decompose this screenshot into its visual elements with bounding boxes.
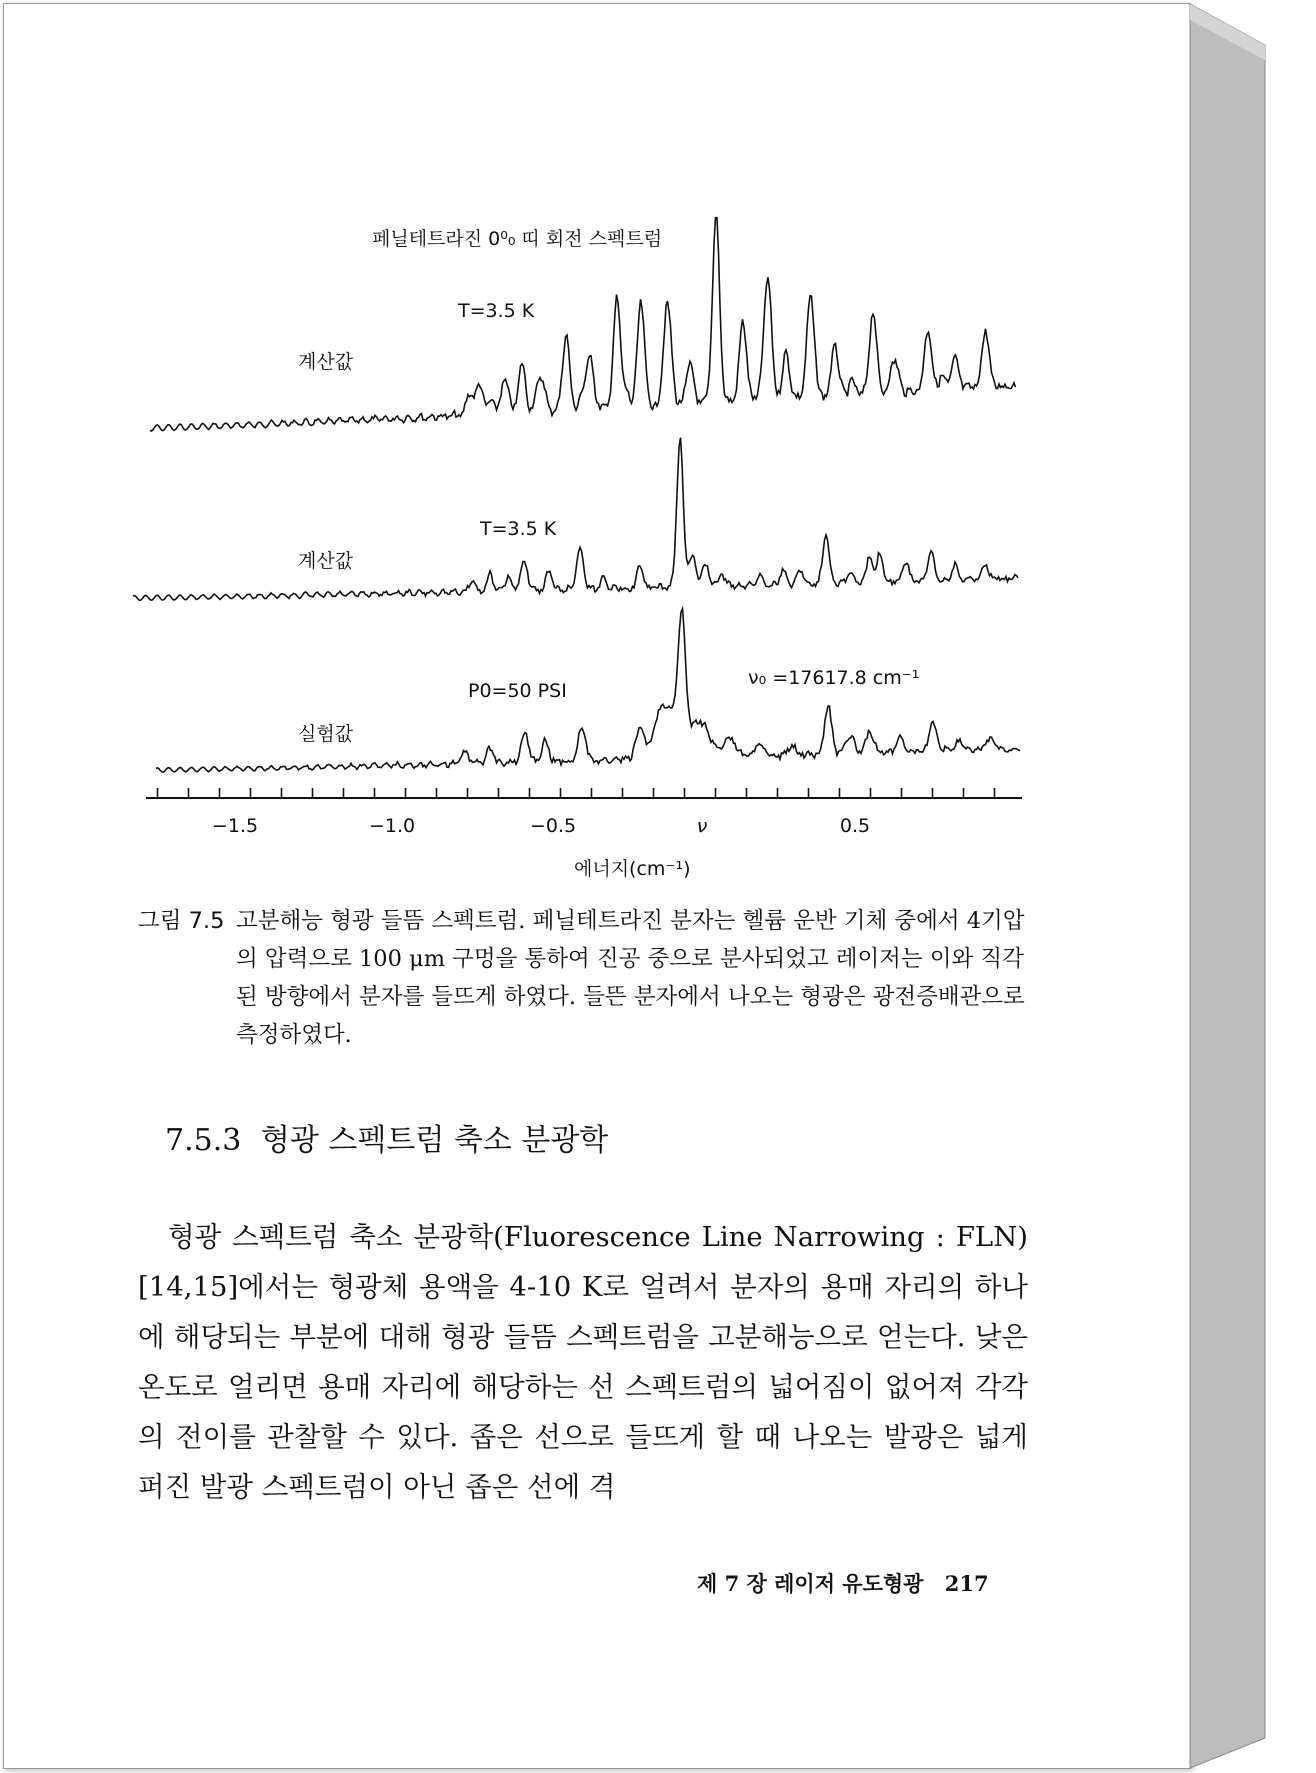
chapter-title: 제 7 장 레이저 유도형광 bbox=[697, 1571, 924, 1596]
figure-caption bbox=[138, 902, 1038, 1054]
tick-label: −1.5 bbox=[211, 815, 259, 837]
experimental-label: 실험값 bbox=[298, 723, 354, 745]
x-axis bbox=[146, 788, 1022, 798]
calculated-label-1: 계산값 bbox=[298, 351, 354, 373]
experimental-trace bbox=[156, 609, 1020, 772]
caption-label: 그림 7.5 bbox=[138, 908, 225, 934]
pressure-label: P0=50 PSI bbox=[468, 680, 567, 702]
caption-text: 고분해능 형광 들뜸 스펙트럼. 페닐테트라진 분자는 헬륨 운반 기체 중에서 4기압의 압력으로 100 μm 구멍을 통하여 진공 중으로 분사되었고 레이저는 이와 직각된 방향에서 분자를 들뜨게 하였다. 들뜬 분자에서 나오는 형광은 광전증배관으로 측정하였다. bbox=[236, 908, 1025, 1048]
section-title: 형광 스펙트럼 축소 분광학 bbox=[260, 1123, 609, 1158]
tick-label: 0.5 bbox=[839, 815, 871, 837]
tick-label: ν bbox=[696, 815, 708, 837]
section-number: 7.5.3 bbox=[165, 1123, 242, 1158]
calculated-label-2: 계산값 bbox=[298, 550, 354, 572]
section-heading bbox=[165, 1115, 608, 1159]
calculated-trace-2 bbox=[133, 438, 1018, 601]
tick-label: −0.5 bbox=[529, 815, 577, 837]
x-axis-label: 에너지(cm⁻¹) bbox=[574, 858, 691, 880]
temperature-label-1: T=3.5 K bbox=[458, 300, 535, 322]
tick-label: −1.0 bbox=[368, 815, 416, 837]
page-footer bbox=[697, 1568, 989, 1598]
page-number: 217 bbox=[944, 1571, 989, 1596]
body-paragraph: 형광 스펙트럼 축소 분광학(Fluorescence Line Narrowing : FLN) [14,15]에서는 형광체 용액을 4-10 K로 얼려서 분자의 용매 자리의 하나에 해당되는 부분에 대해 형광 들뜸 스펙트럼을 고분해능으로 얻는다. 낮은 온도로 얼리면 용매 자리에 해당하는 선 스펙트럼의 넓어짐이 없어져 각각의 전이를 관찰할 수 있다. 좁은 선으로 들뜨게 할 때 나오는 발광은 넓게 퍼진 발광 스펙트럼이 아닌 좁은 선에 격 bbox=[138, 1221, 1028, 1503]
temperature-label-2: T=3.5 K bbox=[480, 518, 557, 540]
nu0-label: ν₀ =17617.8 cm⁻¹ bbox=[748, 667, 920, 689]
figure-title: 페닐테트라진 0⁰₀ 띠 회전 스펙트럼 bbox=[372, 228, 663, 250]
